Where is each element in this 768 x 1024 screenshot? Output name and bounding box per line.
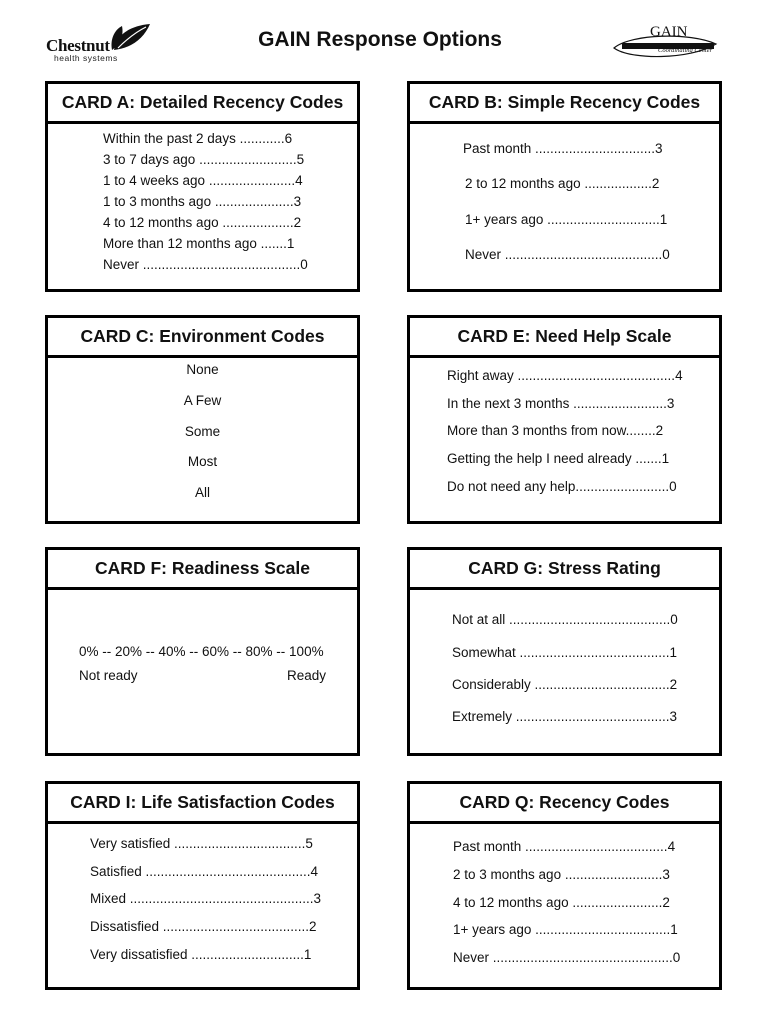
list-item: More than 3 months from now........2 bbox=[447, 423, 664, 438]
list-item: Past month ................................3 bbox=[463, 141, 663, 156]
list-item: A Few bbox=[183, 393, 222, 408]
list-item: All bbox=[194, 485, 210, 500]
card-i-title: CARD I: Life Satisfaction Codes bbox=[48, 784, 357, 824]
card-b bbox=[407, 81, 722, 292]
list-item: Very satisfied ...................................5 bbox=[90, 836, 313, 851]
logo-subtitle: health systems bbox=[54, 53, 118, 63]
list-item: Within the past 2 days ............6 bbox=[103, 131, 293, 146]
list-item: Right away ..........................................4 bbox=[447, 368, 683, 383]
list-item: 4 to 12 months ago ...................2 bbox=[103, 215, 302, 230]
list-item: None bbox=[186, 362, 219, 377]
card-g-title: CARD G: Stress Rating bbox=[410, 550, 719, 590]
list-item: In the next 3 months .........................3 bbox=[447, 396, 675, 411]
card-c-title: CARD C: Environment Codes bbox=[48, 318, 357, 358]
list-item: Never ................................................0 bbox=[453, 950, 681, 965]
list-item: Dissatisfied .......................................2 bbox=[90, 919, 317, 934]
list-item: Mixed .................................................3 bbox=[90, 891, 322, 906]
card-q bbox=[407, 781, 722, 990]
list-item: 1+ years ago ..............................1 bbox=[465, 212, 668, 227]
card-e bbox=[407, 315, 722, 524]
card-c bbox=[45, 315, 360, 524]
list-item: Past month ......................................4 bbox=[453, 839, 676, 854]
list-item: 4 to 12 months ago ........................2 bbox=[453, 895, 670, 910]
logo-tagline: Coordinating Center bbox=[658, 47, 713, 54]
logo-brand: Chestnut bbox=[46, 36, 110, 55]
card-b-title: CARD B: Simple Recency Codes bbox=[410, 84, 719, 124]
gain-logo bbox=[610, 24, 722, 64]
card-i bbox=[45, 781, 360, 990]
card-g bbox=[407, 547, 722, 756]
list-item: Not at all ...........................................0 bbox=[452, 612, 678, 627]
card-q-title: CARD Q: Recency Codes bbox=[410, 784, 719, 824]
list-item: Somewhat ........................................1 bbox=[452, 645, 678, 660]
scale-right-label: Ready bbox=[286, 668, 326, 683]
logo-gain-name: GAIN bbox=[650, 24, 688, 40]
card-f bbox=[45, 547, 360, 756]
card-a-title: CARD A: Detailed Recency Codes bbox=[48, 84, 357, 124]
list-item: Most bbox=[187, 454, 218, 469]
list-item: 1+ years ago ....................................1 bbox=[453, 922, 678, 937]
list-item: Some bbox=[184, 424, 221, 439]
list-item: Very dissatisfied ..............................1 bbox=[90, 947, 312, 962]
page-title: GAIN Response Options bbox=[258, 28, 502, 51]
list-item: 1 to 4 weeks ago .......................4 bbox=[103, 173, 303, 188]
list-item: 2 to 3 months ago ..........................3 bbox=[453, 867, 670, 882]
list-item: More than 12 months ago .......1 bbox=[103, 236, 295, 251]
list-item: Extremely .........................................3 bbox=[452, 709, 678, 724]
card-f-title: CARD F: Readiness Scale bbox=[48, 550, 357, 590]
card-e-title: CARD E: Need Help Scale bbox=[410, 318, 719, 358]
list-item: Getting the help I need already .......1 bbox=[447, 451, 670, 466]
list-item: 1 to 3 months ago .....................3 bbox=[103, 194, 302, 209]
scale-left-label: Not ready bbox=[79, 668, 138, 683]
readiness-scale: 0% -- 20% -- 40% -- 60% -- 80% -- 100% bbox=[79, 644, 324, 659]
list-item: Do not need any help.........................0 bbox=[447, 479, 677, 494]
list-item: 2 to 12 months ago ..................2 bbox=[465, 176, 660, 191]
list-item: Never ..........................................0 bbox=[465, 247, 670, 262]
card-a bbox=[45, 81, 360, 292]
list-item: Considerably ....................................2 bbox=[452, 677, 678, 692]
list-item: Never ..........................................0 bbox=[103, 257, 308, 272]
list-item: 3 to 7 days ago ..........................5 bbox=[103, 152, 305, 167]
list-item: Satisfied ............................................4 bbox=[90, 864, 319, 879]
